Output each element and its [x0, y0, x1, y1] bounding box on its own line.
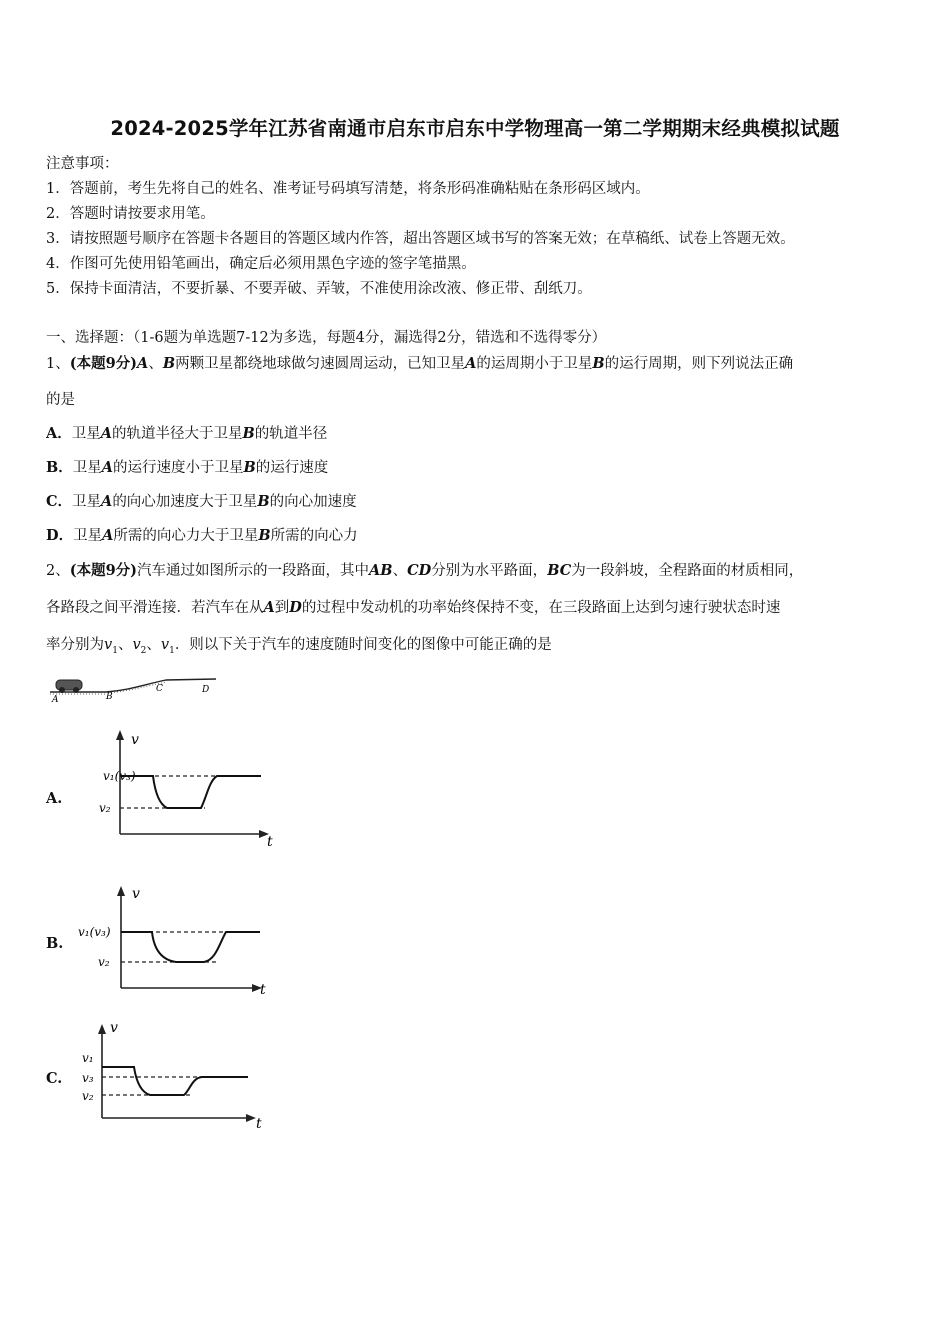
var: A	[102, 527, 114, 544]
velocity-curve	[120, 776, 261, 808]
question-score: (本题9分)	[69, 562, 138, 579]
text: 卫星	[71, 426, 101, 442]
text: 、	[148, 356, 163, 372]
graph-b	[76, 880, 276, 1002]
var-v: v	[132, 637, 141, 653]
text: 卫星	[72, 460, 102, 476]
var: A	[100, 425, 113, 442]
question-1-line-2: 的是	[46, 392, 75, 408]
label-v2: v₂	[82, 1089, 94, 1103]
text: 为一段斜坡，全程路面的材质相同，	[571, 563, 804, 579]
graph-c	[78, 1016, 274, 1134]
wheel-icon	[73, 687, 79, 693]
text: 、	[117, 637, 133, 653]
road-label-d: D	[202, 685, 210, 695]
var-CD: CD	[407, 562, 432, 579]
var-AB: AB	[369, 562, 393, 579]
var-A: A	[137, 355, 149, 372]
var-D: D	[289, 599, 302, 616]
text: 、	[392, 563, 408, 579]
question-score: (本题9分)	[69, 355, 138, 372]
road-label-a: A	[52, 695, 59, 704]
label-v1: v₁	[82, 1051, 94, 1065]
y-arrow-icon	[117, 886, 125, 896]
text: 分别为水平路面，	[431, 563, 548, 579]
option-label: D．	[46, 527, 74, 544]
axis-label-v: v	[132, 886, 140, 902]
label-v1v3: v₁(v₃)	[103, 769, 136, 783]
question-number: 1、	[46, 356, 70, 372]
var-A: A	[465, 355, 477, 372]
text: 的运行速度小于卫星	[113, 460, 244, 476]
var: A	[101, 459, 114, 476]
var: B	[257, 493, 270, 510]
var: B	[258, 527, 271, 544]
notice-item: 1．答题前，考生先将自己的姓名、准考证号码填写清楚，将条形码准确粘贴在条形码区域内。	[46, 181, 650, 197]
road-label-b: B	[106, 692, 113, 702]
page-title: 2024-2025学年江苏省南通市启东市启东中学物理高一第二学期期末经典模拟试题	[110, 117, 840, 140]
label-v1v3: v₁(v₃)	[78, 925, 111, 939]
option-label: B．	[46, 459, 73, 476]
var: B	[242, 425, 255, 442]
text: 的向心加速度	[269, 494, 357, 510]
label-v2: v₂	[98, 955, 110, 969]
subscript: 2	[140, 645, 147, 656]
option-label: C．	[46, 493, 73, 510]
question-2-line-2	[46, 596, 780, 617]
text: 卫星	[72, 494, 102, 510]
var-BC: BC	[547, 562, 572, 579]
subscript: 1	[169, 645, 175, 656]
text: 卫星	[73, 528, 103, 544]
text: 、	[146, 637, 161, 653]
var: A	[101, 493, 113, 510]
text: 的轨道半径大于卫星	[112, 426, 243, 442]
axis-label-v: v	[131, 732, 139, 748]
text: 的运周期小于卫星	[476, 356, 593, 372]
axis-label-t: t	[256, 1116, 262, 1132]
text: 各路段之间平滑连接．若汽车在从	[46, 600, 264, 616]
notice-heading: 注意事项：	[46, 156, 119, 172]
velocity-curve	[102, 1067, 248, 1095]
var-B: B	[592, 355, 605, 372]
option-label: A．	[46, 425, 72, 442]
text: 的向心加速度大于卫星	[112, 494, 258, 510]
q1-option-b	[46, 456, 328, 477]
var: B	[243, 459, 256, 476]
text: 的过程中发动机的功率始终保持不变，在三段路面上达到匀速行驶状态时速	[301, 600, 781, 616]
var-A: A	[263, 599, 275, 616]
notice-item: 2．答题时请按要求用笔。	[46, 206, 215, 222]
var-B: B	[162, 355, 176, 372]
y-arrow-icon	[116, 730, 124, 740]
section-heading: 一、选择题：（1-6题为单选题7-12为多选，每题4分，漏选得2分，错选和不选得零分）	[46, 330, 607, 346]
text: 所需的向心力	[270, 528, 358, 544]
text: 两颗卫星都绕地球做匀速圆周运动，已知卫星	[175, 356, 466, 372]
road-diagram	[46, 668, 226, 704]
text: 到	[274, 600, 290, 616]
var-v: v	[160, 637, 170, 653]
q2-option-c-label: C.	[46, 1070, 63, 1087]
text: 汽车通过如图所示的一段路面，其中	[137, 563, 370, 579]
label-v3: v₃	[82, 1071, 94, 1085]
notice-item: 5．保持卡面清洁，不要折暴、不要弄破、弄皱，不准使用涂改液、修正带、刮纸刀。	[46, 281, 592, 297]
question-number: 2、	[46, 563, 70, 579]
road-label-c: C	[156, 684, 163, 694]
x-arrow-icon	[246, 1114, 256, 1122]
label-v2: v₂	[99, 801, 111, 815]
q1-option-c	[46, 490, 357, 511]
notice-item: 4．作图可先使用铅笔画出，确定后必须用黑色字迹的签字笔描黑。	[46, 256, 476, 272]
axis-label-t: t	[267, 834, 273, 848]
q2-option-a-label: A.	[46, 790, 63, 807]
text: 所需的向心力大于卫星	[113, 528, 259, 544]
graph-a	[95, 726, 285, 848]
text: 的运行速度	[255, 460, 329, 476]
var-v: v	[104, 637, 113, 653]
y-arrow-icon	[98, 1024, 106, 1034]
text: 的运行周期，则下列说法正确	[604, 356, 794, 372]
velocity-curve	[121, 932, 260, 962]
text: 的轨道半径	[254, 426, 328, 442]
question-1-line-1	[46, 352, 793, 373]
question-2-line-3	[46, 633, 552, 656]
question-2-line-1	[46, 559, 803, 580]
subscript: 1	[112, 645, 118, 656]
q1-option-a	[46, 422, 327, 443]
axis-label-t: t	[260, 982, 266, 998]
q1-option-d	[46, 524, 358, 545]
axis-label-v: v	[110, 1020, 118, 1036]
text: 率分别为	[46, 637, 104, 653]
wheel-icon	[59, 687, 65, 693]
text: ．则以下关于汽车的速度随时间变化的图像中可能正确的是	[174, 637, 552, 653]
q2-option-b-label: B.	[46, 935, 64, 952]
notice-item: 3．请按照题号顺序在答题卡各题目的答题区域内作答，超出答题区域书写的答案无效；在草稿纸、试卷上答题无效。	[46, 231, 795, 247]
